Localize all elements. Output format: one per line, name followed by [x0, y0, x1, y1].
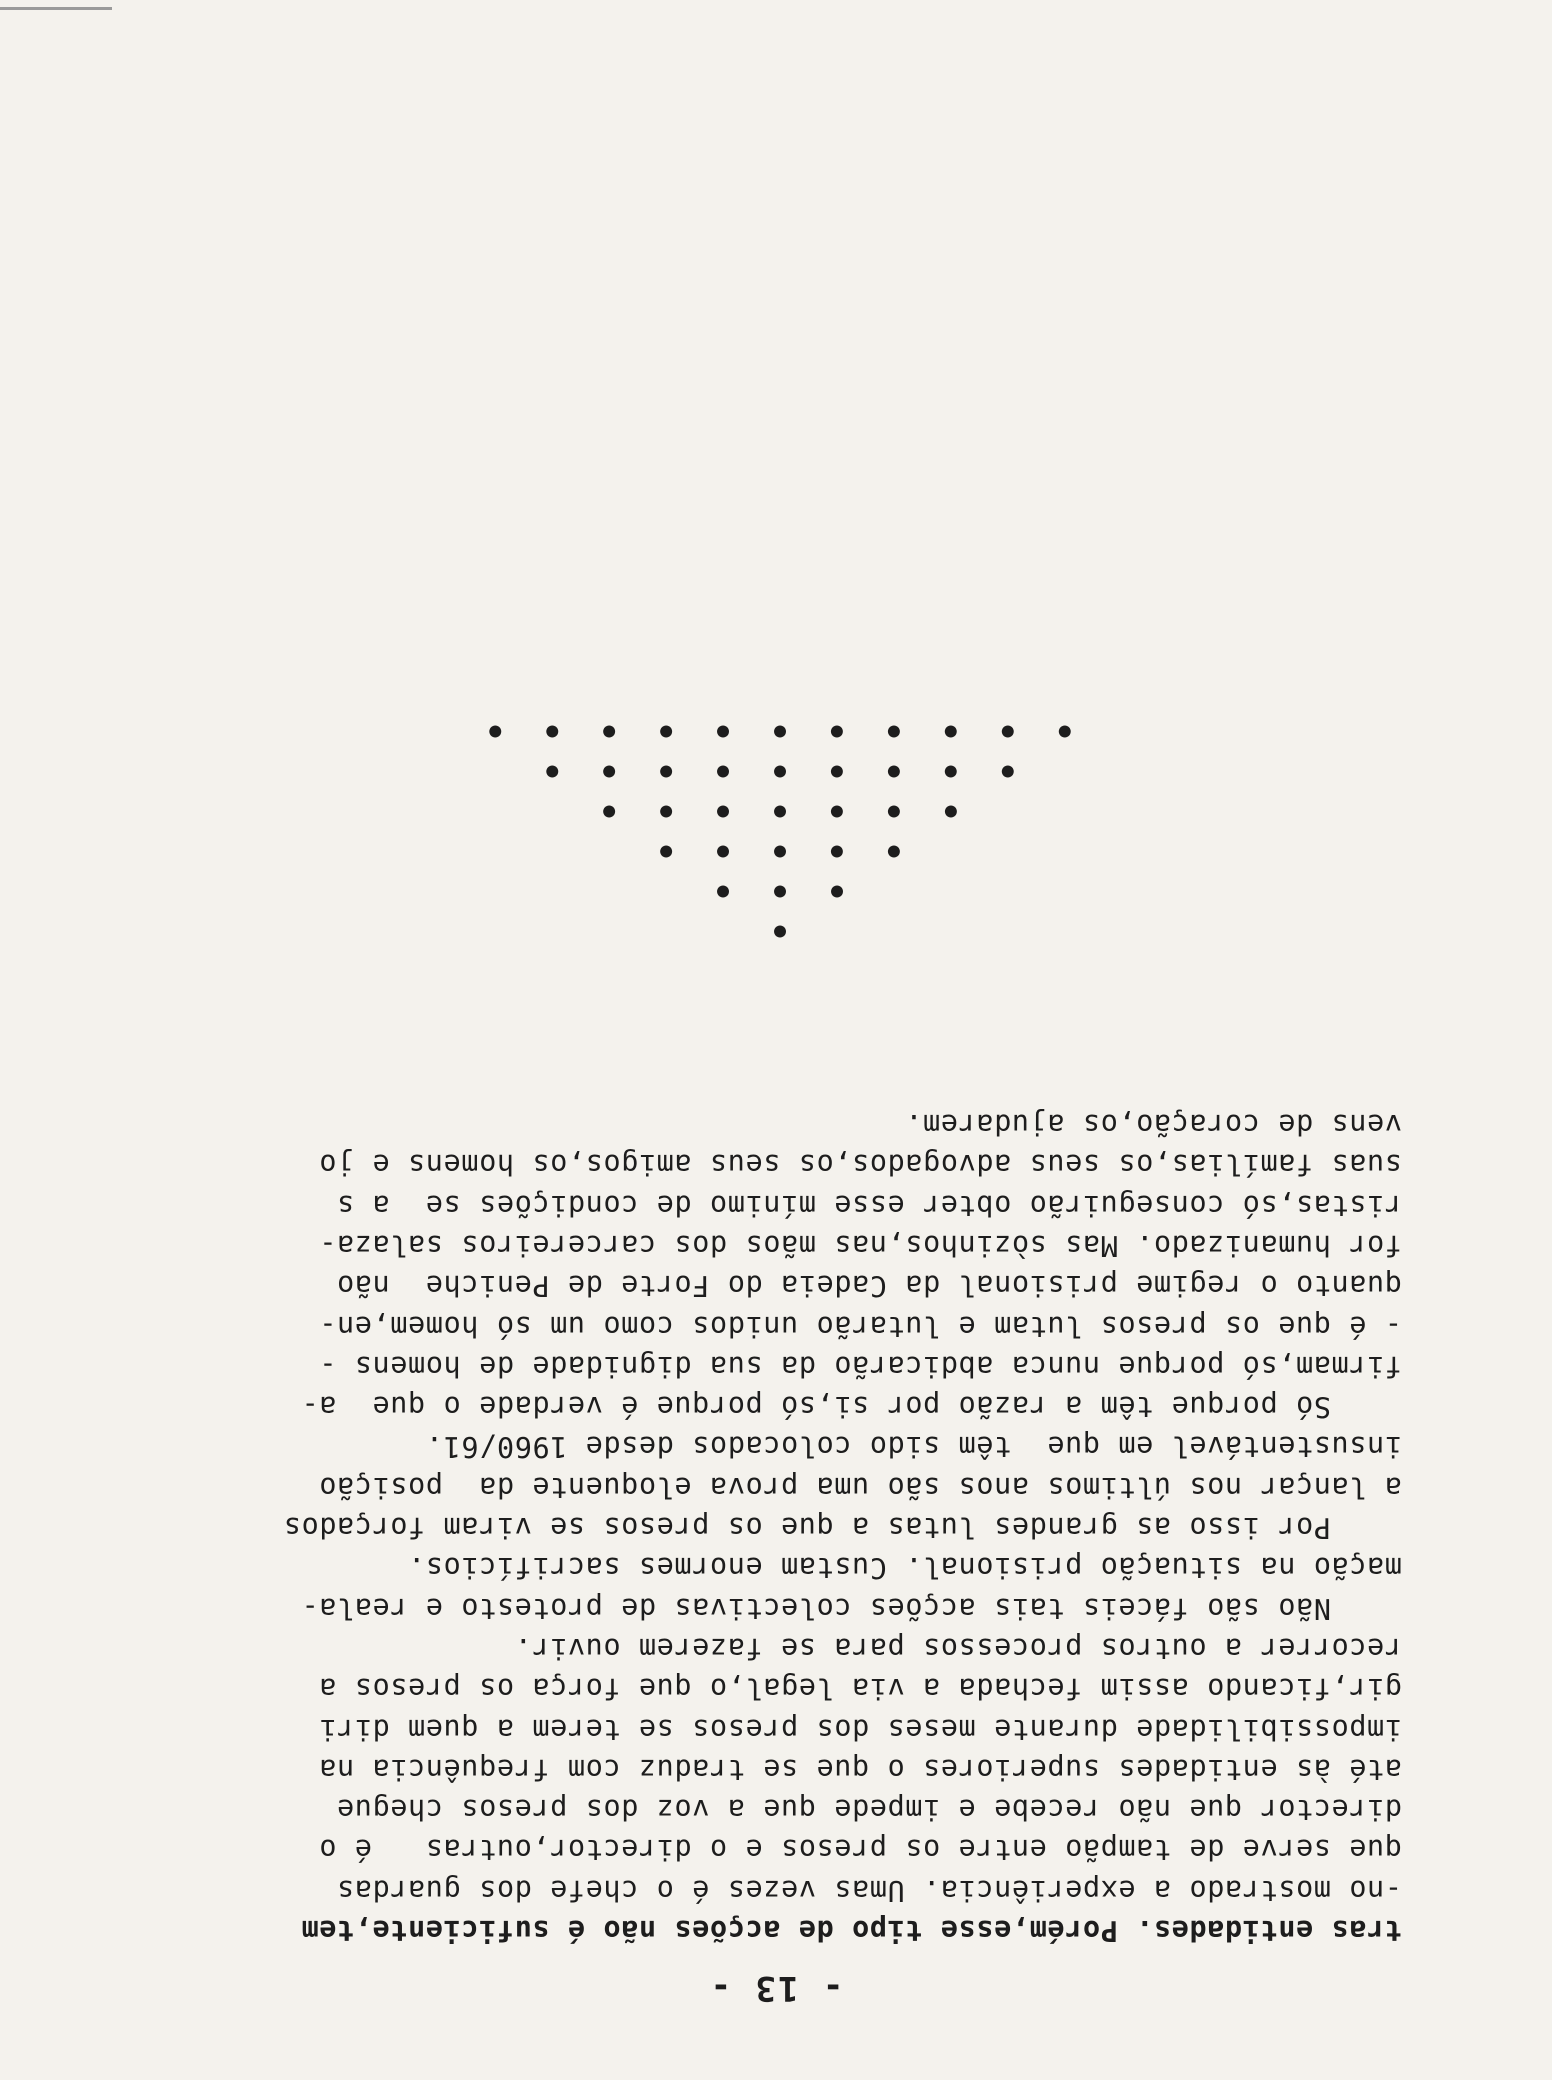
dot-triangle-ornament: [0, 710, 1552, 950]
text-line: firmam,só porque nunca abdicarão da sua dignidade de homens -: [318, 1349, 1402, 1383]
text-line: Por isso as grandes lutas a que os presos se viram forçados: [283, 1511, 1402, 1545]
text-line: mação na situação prisional. Custam enormes sacrifícios.: [407, 1551, 1402, 1585]
text-line: Só porque têm a razão por si,só porque é verdade o que a-: [300, 1390, 1402, 1424]
text-line: tras entidades. Porém,esse tipo de acções não é suficiente,tem: [300, 1914, 1402, 1947]
text-line: director que não recebe e impede que a voz dos presos chegue: [336, 1793, 1402, 1827]
text-line: insustentável em que têm sido colocados desde 1960/61.: [425, 1430, 1402, 1464]
ornament-dot-row: • • • • • • •: [590, 790, 962, 830]
text-line: -no mostrado a experiência. Umas vezes é o chefe dos guardas: [336, 1873, 1402, 1907]
text-line: a lançar nos últimos anos são uma prova eloquente da posição: [318, 1470, 1402, 1504]
page-number: - 13 -: [708, 1968, 844, 2008]
text-line: que serve de tampão entre os presos e o director,outras é o: [318, 1833, 1402, 1867]
text-line: quanto o regime prisional da Cadeia do Forte de Peniche não: [336, 1269, 1402, 1303]
scan-edge-mark: [0, 7, 112, 10]
text-line: impossibilidade durante meses dos presos se terem a quem diri: [318, 1712, 1402, 1746]
ornament-dot-row: • • • • • • • • • • •: [477, 710, 1075, 750]
ornament-dot-row: • • •: [704, 870, 848, 910]
body-text: [112, 1104, 1402, 1950]
text-line: - é que os presos lutam e lutarão unidos como um só homem,en-: [318, 1309, 1402, 1343]
text-line: for humanizado. Mas sòzinhos,nas mãos dos carcereiros salaza-: [318, 1228, 1402, 1262]
text-line: Não são fáceis tais acções colectivas de protesto e reala-: [300, 1591, 1402, 1625]
text-line: suas famílias,os seus advogados,os seus amigos,os homens e jo: [318, 1148, 1402, 1182]
ornament-dot-row: • • • • •: [647, 830, 905, 870]
ornament-dot-row: • • • • • • • • •: [534, 750, 1018, 790]
text-line: vens de coração,os ajudarem.: [904, 1108, 1402, 1142]
text-line: recorrer a outros processos para se fazerem ouvir.: [514, 1631, 1402, 1665]
text-line: até às entidades superiores o que se traduz com frequência na: [318, 1752, 1402, 1786]
ornament-dot-row: •: [761, 910, 791, 950]
text-line: ristas,só conseguirão obter esse mínimo de condições se a s: [336, 1188, 1402, 1222]
text-line: gir,ficando assim fechada a via legal,o que força os presos a: [318, 1672, 1402, 1706]
